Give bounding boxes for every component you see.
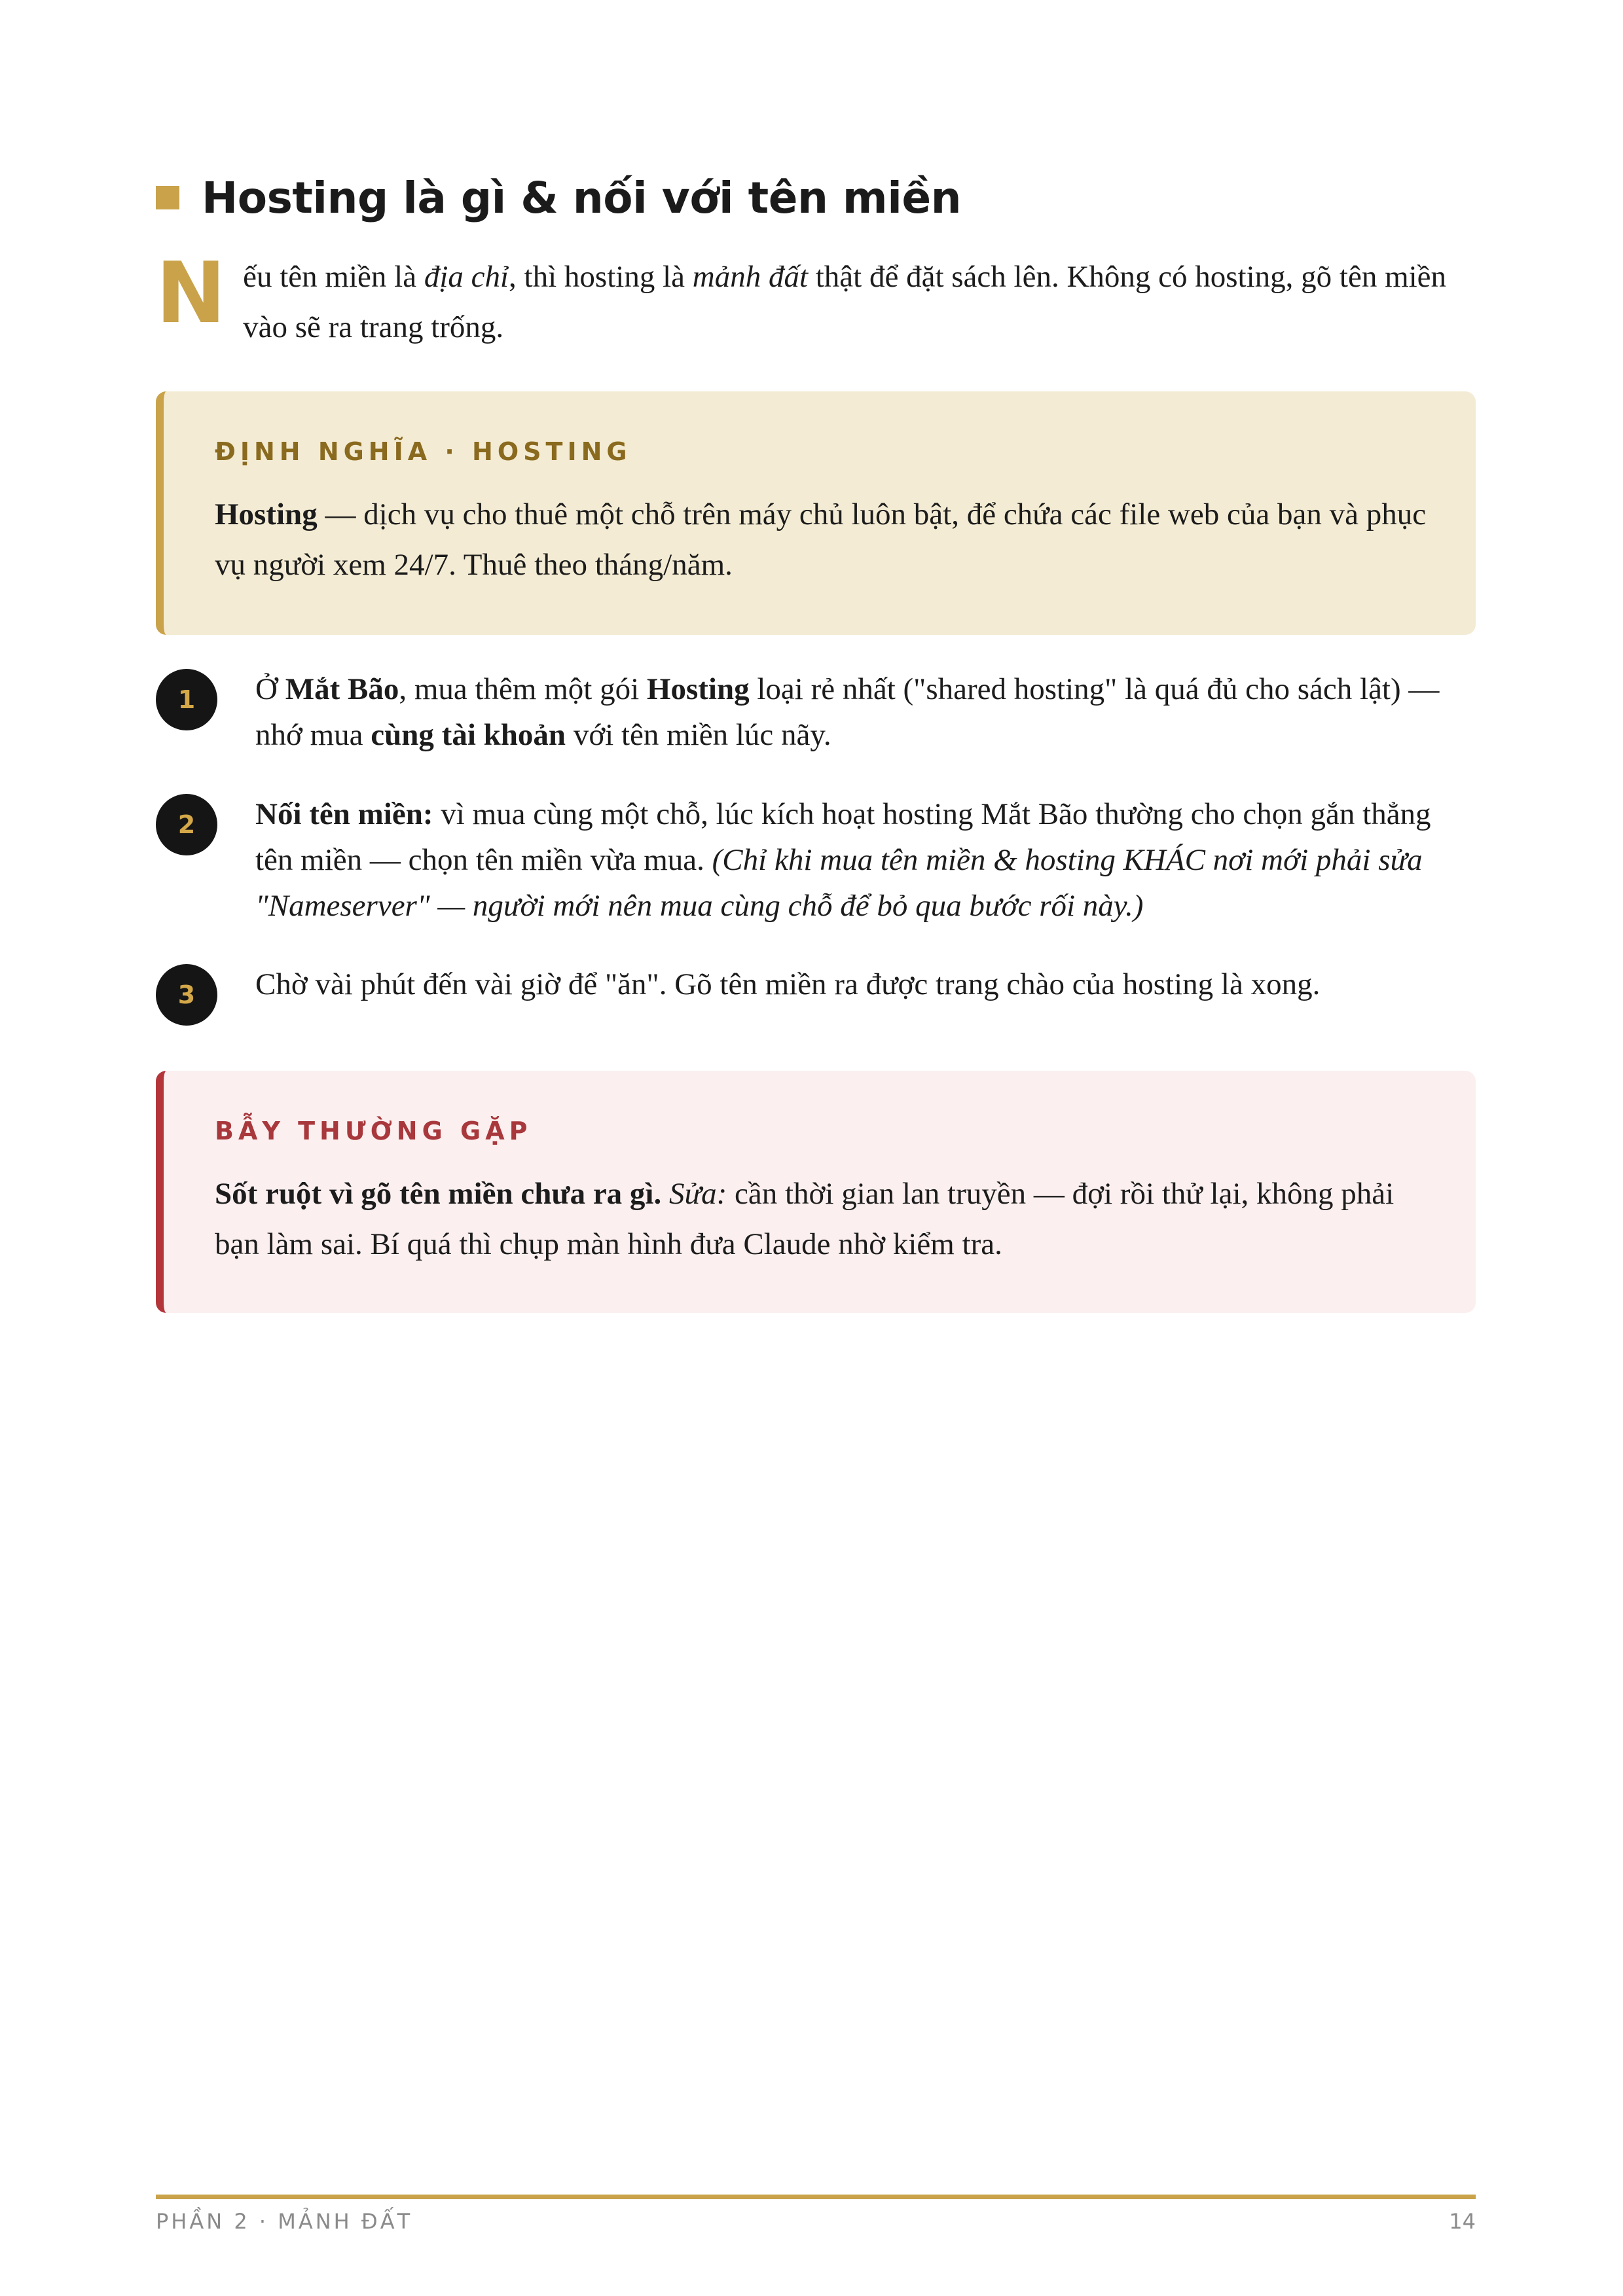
step-text-part: với tên miền lúc nãy.: [566, 718, 831, 752]
step-text-part: , mua thêm một gói: [399, 672, 647, 706]
step-text-part: Ở: [255, 672, 285, 706]
intro-text-part: thật để đặt sách lên. Không có hosting, gõ tên miền vào sẽ ra trang trống.: [243, 260, 1447, 344]
heading-text: Hosting là gì & nối với tên miền: [202, 172, 962, 223]
step-bold: Hosting: [646, 672, 750, 706]
intro-text: [156, 245, 1476, 353]
step-text-part: vì mua cùng một chỗ, lúc kích hoạt hosting Mắt Bão thường cho chọn gắn thẳng tên miền — chọn tên miền vừa mua.: [255, 797, 1431, 877]
intro-emphasis: địa chỉ: [424, 260, 509, 294]
definition-label: ĐỊNH NGHĨA · HOSTING: [215, 437, 632, 466]
footer-divider: [156, 2195, 1476, 2199]
intro-paragraph: [156, 245, 1476, 353]
definition-body: [215, 490, 1446, 590]
definition-term: Hosting: [215, 497, 318, 531]
step-text-part: Chờ vài phút đến vài giờ để "ăn". Gõ tên miền ra được trang chào của hosting là xong.: [255, 967, 1321, 1001]
trap-callout: [156, 1071, 1476, 1313]
step-text: [255, 791, 1476, 929]
footer-section-label: PHẦN 2 · MẢNH ĐẤT: [156, 2209, 413, 2234]
step-bold: Mắt Bão: [285, 672, 399, 706]
intro-text-part: , thì hosting là: [509, 260, 693, 294]
step-text: [255, 961, 1476, 1007]
intro-emphasis: mảnh đất: [692, 260, 808, 294]
section-heading: [156, 171, 961, 224]
trap-bold: Sốt ruột vì gõ tên miền chưa ra gì.: [215, 1177, 662, 1211]
definition-text: — dịch vụ cho thuê một chỗ trên máy chủ luôn bật, để chứa các file web của bạn và phục vụ người xem 24/7. Thuê theo tháng/năm.: [215, 497, 1427, 582]
step-bold: cùng tài khoản: [371, 718, 566, 752]
definition-callout: [156, 391, 1476, 635]
step-note-italic: (Chỉ khi mua tên miền & hosting KHÁC nơi mới phải sửa "Nameserver" — người mới nên mua cùng chỗ để bỏ qua bước rối này.): [255, 843, 1423, 923]
trap-text: cần thời gian lan truyền — đợi rồi thử lại, không phải bạn làm sai. Bí quá thì chụp màn hình đưa Claude nhờ kiểm tra.: [215, 1177, 1395, 1261]
step-number-badge: 3: [156, 964, 217, 1026]
footer-page-number: 14: [1449, 2209, 1476, 2234]
heading-marker-square: [156, 186, 179, 209]
step-bold: Nối tên miền:: [255, 797, 433, 831]
drop-cap: N: [156, 245, 227, 342]
step-text-part: loại rẻ nhất ("shared hosting" là quá đủ cho sách lật) — nhớ mua: [255, 672, 1440, 752]
step-number-badge: 1: [156, 669, 217, 730]
intro-text-part: ếu tên miền là: [243, 260, 424, 294]
trap-label: BẪY THƯỜNG GẶP: [215, 1117, 532, 1145]
trap-fix-label: Sửa:: [668, 1177, 727, 1211]
step-number-badge: 2: [156, 794, 217, 855]
step-text: [255, 666, 1476, 758]
trap-body: [215, 1169, 1446, 1270]
